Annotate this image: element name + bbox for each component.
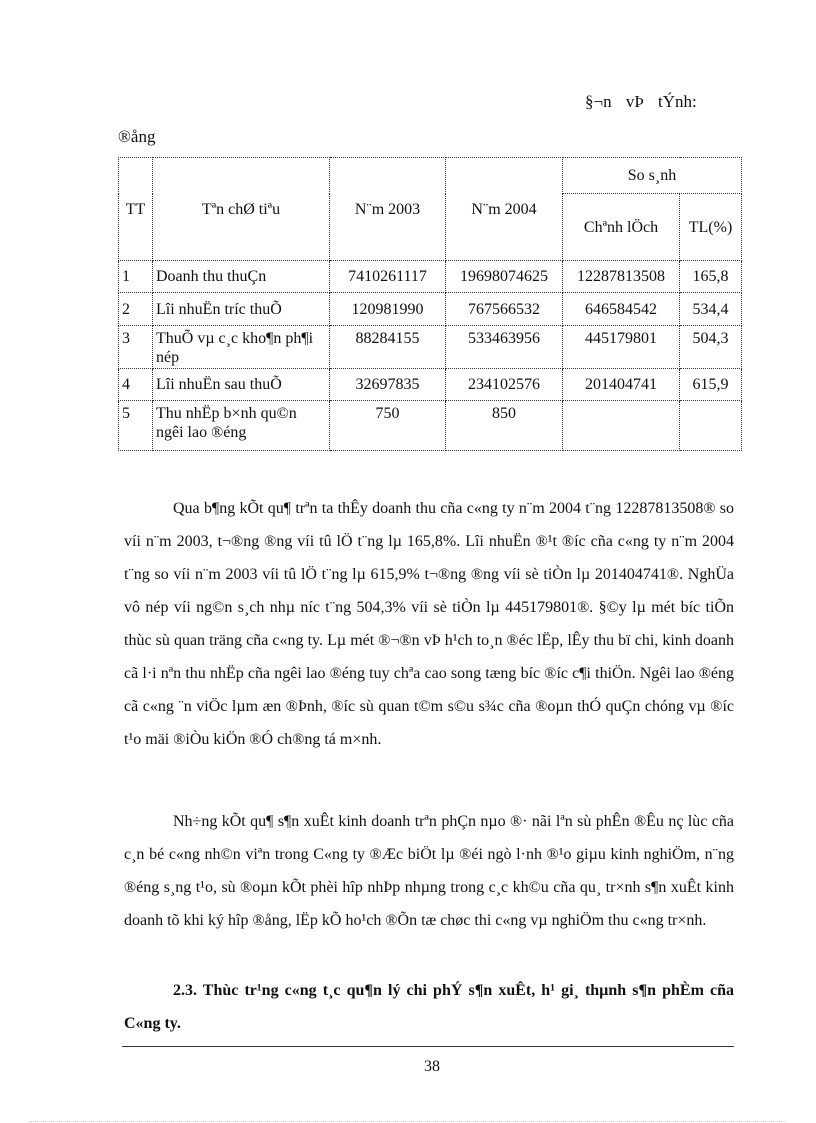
cell-diff: 201404741	[563, 369, 680, 401]
table-row	[119, 369, 742, 401]
header-year-2003: N¨m 2003	[330, 158, 446, 261]
cell-tt: 5	[119, 401, 153, 451]
cell-tt: 4	[119, 369, 153, 401]
cell-2004: 234102576	[446, 369, 563, 401]
cell-ratio	[680, 401, 742, 451]
header-year-2004: N¨m 2004	[446, 158, 563, 261]
cell-diff: 646584542	[563, 293, 680, 326]
cell-2004: 850	[446, 401, 563, 451]
unit-label: §¬n vÞ tÝnh:	[585, 92, 697, 111]
cell-ratio: 504,3	[680, 326, 742, 369]
cell-name: Doanh thu thuÇn	[153, 261, 330, 293]
section-heading: 2.3. Thùc tr¹ng c«ng t¸c qu¶n lý chi phÝ s¶n xuÊt, h¹ gi¸ thµnh s¶n phÈm cña C«ng ty.	[124, 982, 734, 1032]
header-diff: Chªnh lÖch	[563, 194, 680, 261]
cell-name: Lîi nhuËn tríc thuÕ	[153, 293, 330, 326]
cell-tt: 1	[119, 261, 153, 293]
table-row	[119, 261, 742, 293]
table-row	[119, 401, 742, 451]
header-compare: So s¸nh	[563, 158, 742, 194]
cell-2003: 7410261117	[330, 261, 446, 293]
paragraph-results: Qua b¶ng kÕt qu¶ trªn ta thÊy doanh thu cña c«ng ty n¨m 2004 t¨ng 12287813508® so víi n¨m 2003, t¬®ng ®ng víi tû lÖ t¨ng lµ 165,8%. Lîi nhuËn ®¹t ®íc cña c«ng ty n¨m 2004 t¨ng so víi n¨m 2003 víi tû lÖ t¨ng lµ 615,9% t¬®ng ®ng víi sè tiÒn lµ 201404741®. NghÜa vô nép víi ng©n s¸ch nhµ níc t¨ng 504,3% víi sè tiÒn lµ 445179801®. §©y lµ mét bíc tiÕn thùc sù quan träng cña c«ng ty. Lµ mét ®¬®n vÞ h¹ch to¸n ®éc lËp, lÊy thu bï chi, kinh doanh cã l·i nªn thu nhËp cña ngêi lao ®éng tuy chªa cao song tæng bíc ®íc c¶i thiÖn. Ngêi lao ®éng cã c«ng ¨n viÖc lµm æn ®Þnh, ®íc sù quan t©m s©u s¾c cña ®oµn thÓ quÇn chóng vµ ®íc t¹o mäi ®iÒu kiÖn ®Ó ch®ng tá m×nh.	[124, 500, 734, 748]
unit-value: ®ång	[118, 127, 156, 146]
results-table	[118, 157, 742, 451]
cell-2003: 750	[330, 401, 446, 451]
cell-2004: 533463956	[446, 326, 563, 369]
cell-tt: 3	[119, 326, 153, 369]
cell-diff	[563, 401, 680, 451]
cell-name: Lîi nhuËn sau thuÕ	[153, 369, 330, 401]
header-tt: TT	[119, 158, 153, 261]
cell-2004: 19698074625	[446, 261, 563, 293]
cell-ratio: 534,4	[680, 293, 742, 326]
cell-2003: 32697835	[330, 369, 446, 401]
table-row	[119, 326, 742, 369]
cell-ratio: 165,8	[680, 261, 742, 293]
cell-name: Thu nhËp b×nh qu©n ngêi lao ®éng	[153, 401, 330, 451]
header-name: Tªn chØ tiªu	[153, 158, 330, 261]
page-edge-dots	[30, 1121, 786, 1122]
cell-2003: 120981990	[330, 293, 446, 326]
cell-2004: 767566532	[446, 293, 563, 326]
cell-2003: 88284155	[330, 326, 446, 369]
cell-diff: 12287813508	[563, 261, 680, 293]
cell-name: ThuÕ vµ c¸c kho¶n ph¶i nép	[153, 326, 330, 369]
table-row	[119, 293, 742, 326]
header-ratio: TL(%)	[680, 194, 742, 261]
footer-divider	[122, 1046, 734, 1047]
cell-ratio: 615,9	[680, 369, 742, 401]
cell-tt: 2	[119, 293, 153, 326]
page-number: 38	[424, 1058, 440, 1075]
paragraph-achievements: Nh÷ng kÕt qu¶ s¶n xuÊt kinh doanh trªn phÇn nµo ®· nãi lªn sù phÊn ®Êu nç lùc cña c¸n bé c«ng nh©n viªn trong C«ng ty ®Æc biÖt lµ ®éi ngò l·nh ®¹o giµu kinh nghiÖm, n¨ng ®éng s¸ng t¹o, sù ®oµn kÕt phèi hîp nhÞp nhµng trong c¸c kh©u cña qu¸ tr×nh s¶n xuÊt kinh doanh tõ khi ký hîp ®ång, lËp kÕ ho¹ch ®Õn tæ chøc thi c«ng vµ nghiÖm thu c«ng tr×nh.	[124, 813, 734, 929]
cell-diff: 445179801	[563, 326, 680, 369]
